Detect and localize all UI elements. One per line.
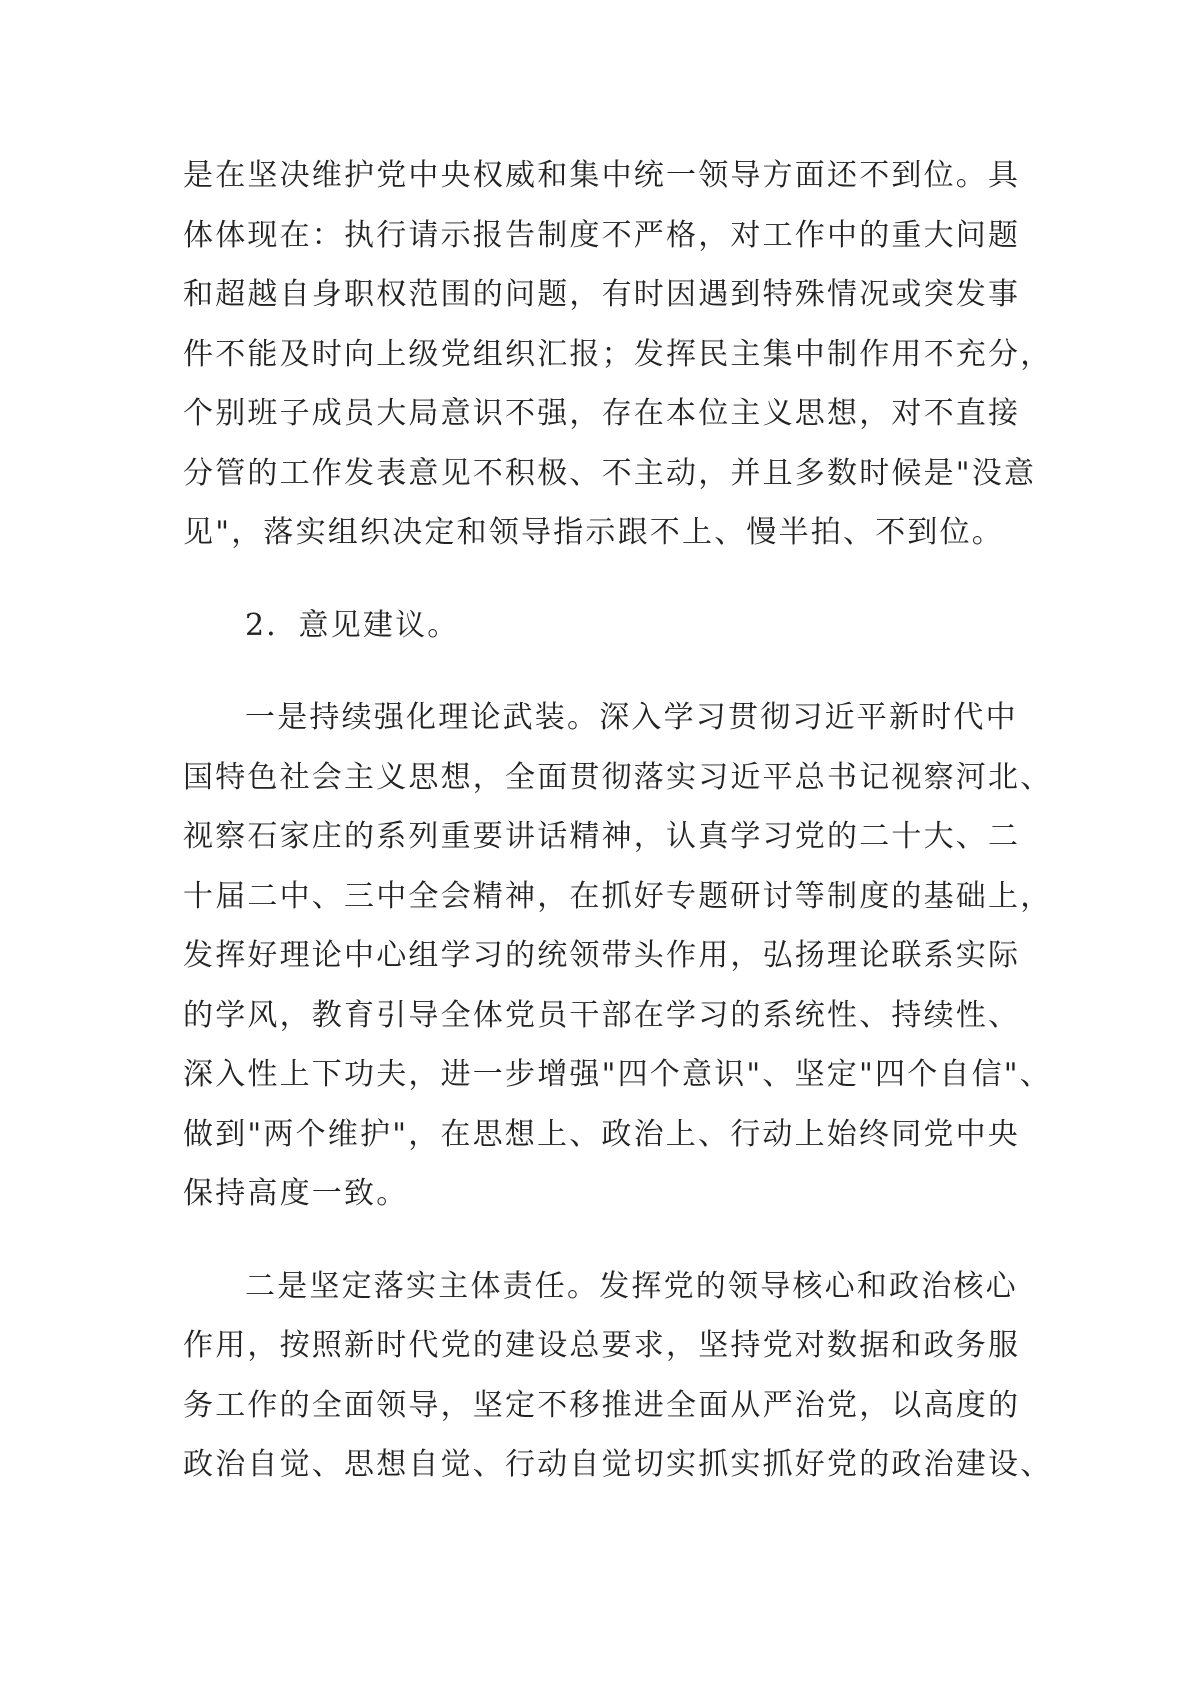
text-line: 一是持续强化理论武装。深入学习贯彻习近平新时代中 — [245, 700, 1018, 735]
text-line: 见"，落实组织决定和领导指示跟不上、慢半拍、不到位。 — [183, 515, 1004, 550]
text-line: 做到"两个维护"，在思想上、政治上、行动上始终同党中央 — [183, 1116, 1020, 1152]
text-line: 是在坚决维护党中央权威和集中统一领导方面还不到位。具 — [183, 158, 1021, 193]
text-line: 和超越自身职权范围的问题，有时因遇到特殊情况或突发事 — [183, 277, 1021, 312]
text-line: 政治自觉、思想自觉、行动自觉切实抓实抓好党的政治建设、 — [183, 1447, 1053, 1482]
text-line: 国特色社会主义思想，全面贯彻落实习近平总书记视察河北、 — [183, 759, 1053, 795]
text-line: 的学风，教育引导全体党员干部在学习的系统性、持续性、 — [183, 997, 1021, 1033]
text-line: 视察石家庄的系列重要讲话精神，认真学习党的二十大、二 — [183, 819, 1021, 854]
section-heading: 2．意见建议。 — [245, 607, 460, 643]
paragraph-1 — [183, 146, 1053, 563]
paragraph-3 — [183, 1257, 1053, 1495]
text-line: 发挥好理论中心组学习的统领带头作用，弘扬理论联系实际 — [183, 938, 1021, 973]
paragraph-2 — [183, 688, 1053, 1224]
text-line: 个别班子成员大局意识不强，存在本位主义思想，对不直接 — [183, 396, 1021, 431]
text-line: 务工作的全面领导，坚定不移推进全面从严治党，以高度的 — [183, 1387, 1021, 1423]
text-line: 作用，按照新时代党的建设总要求，坚持党对数据和政务服 — [183, 1328, 1021, 1363]
text-line: 分管的工作发表意见不积极、不主动，并且多数时候是"没意 — [183, 455, 1037, 491]
document-body — [183, 146, 1053, 1495]
text-line: 件不能及时向上级党组织汇报；发挥民主集中制作用不充分， — [183, 336, 1053, 372]
text-line: 体体现在：执行请示报告制度不严格，对工作中的重大问题 — [183, 217, 1021, 253]
text-line: 深入性上下功夫，进一步增强"四个意识"、坚定"四个自信"、 — [183, 1057, 1052, 1092]
text-line: 保持高度一致。 — [183, 1176, 409, 1211]
text-line: 十届二中、三中全会精神，在抓好专题研讨等制度的基础上， — [183, 878, 1053, 914]
text-line: 二是坚定落实主体责任。发挥党的领导核心和政治核心 — [245, 1268, 1018, 1304]
